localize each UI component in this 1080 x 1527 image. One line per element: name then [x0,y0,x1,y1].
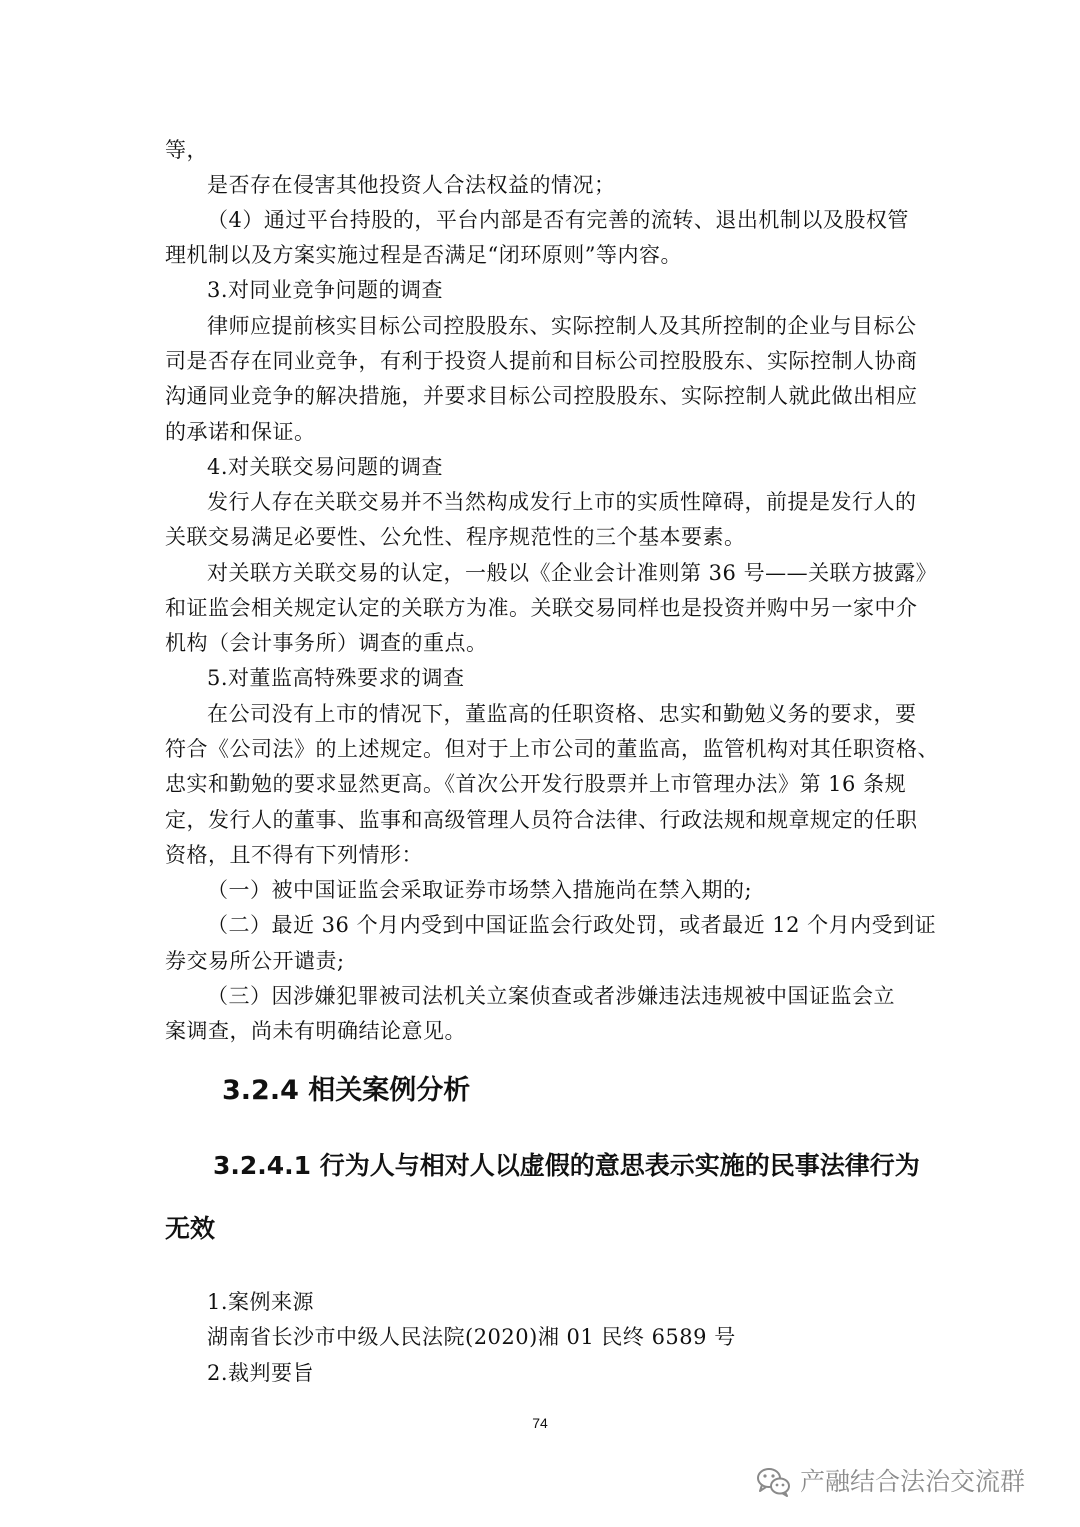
paragraph-line: 关联交易满足必要性、公允性、程序规范性的三个基本要素。 [165,525,746,549]
subsection-heading: 3.2.4.1 行为人与相对人以虚假的意思表示实施的民事法律行为 [213,1151,920,1180]
page-number: 74 [532,1415,548,1431]
section-subtitle: 5.对董监高特殊要求的调查 [207,666,465,690]
subsection-heading-continuation: 无效 [165,1214,216,1243]
section-heading: 3.2.4 相关案例分析 [222,1075,471,1106]
list-item-continuation: 券交易所公开谴责; [165,949,345,973]
paragraph-line: （4）通过平台持股的，平台内部是否有完善的流转、退出机制以及股权管 [207,208,909,232]
list-item: （二）最近 36 个月内受到中国证监会行政处罚，或者最近 12 个月内受到证 [207,913,937,937]
paragraph-line: 定，发行人的董事、监事和高级管理人员符合法律、行政法规和规章规定的任职 [165,808,918,832]
paragraph-line: 资格，且不得有下列情形： [165,843,423,867]
section-subtitle: 4.对关联交易问题的调查 [207,455,444,479]
wechat-icon [756,1467,792,1497]
paragraph-line: 在公司没有上市的情况下，董监高的任职资格、忠实和勤勉义务的要求，要 [207,702,917,726]
paragraph-line: 的承诺和保证。 [165,420,316,444]
paragraph-line: 沟通同业竞争的解决措施，并要求目标公司控股股东、实际控制人就此做出相应 [165,384,918,408]
watermark [756,1460,1025,1504]
case-subtitle: 2.裁判要旨 [207,1361,315,1385]
watermark-text: 产融结合法治交流群 [800,1467,1026,1496]
list-item: （一）被中国证监会采取证券市场禁入措施尚在禁入期的; [207,878,753,902]
paragraph-line: 机构（会计事务所）调查的重点。 [165,631,488,655]
list-item: （三）因涉嫌犯罪被司法机关立案侦查或者涉嫌违法违规被中国证监会立 [207,984,895,1008]
paragraph-line: 司是否存在同业竞争，有利于投资人提前和目标公司控股股东、实际控制人协商 [165,349,918,373]
paragraph-line: 忠实和勤勉的要求显然更高。《首次公开发行股票并上市管理办法》第 16 条规 [165,772,907,796]
section-subtitle: 3.对同业竞争问题的调查 [207,278,444,302]
list-item-continuation: 案调查，尚未有明确结论意见。 [165,1019,466,1043]
paragraph-line: 发行人存在关联交易并不当然构成发行上市的实质性障碍，前提是发行人的 [207,490,917,514]
paragraph-line: 对关联方关联交易的认定，一般以《企业会计准则第 36 号——关联方披露》 [207,561,938,585]
case-subtitle: 1.案例来源 [207,1290,315,1314]
paragraph-line: 理机制以及方案实施过程是否满足“闭环原则”等内容。 [165,243,682,267]
paragraph-line: 符合《公司法》的上述规定。但对于上市公司的董监高，监管机构对其任职资格、 [165,737,939,761]
paragraph-line: 律师应提前核实目标公司控股股东、实际控制人及其所控制的企业与目标公 [207,314,917,338]
case-reference: 湖南省长沙市中级人民法院(2020)湘 01 民终 6589 号 [207,1325,736,1349]
paragraph-line: 和证监会相关规定认定的关联方为准。关联交易同样也是投资并购中另一家中介 [165,596,918,620]
paragraph-line: 是否存在侵害其他投资人合法权益的情况； [207,173,616,197]
paragraph-line: 等， [165,138,208,162]
